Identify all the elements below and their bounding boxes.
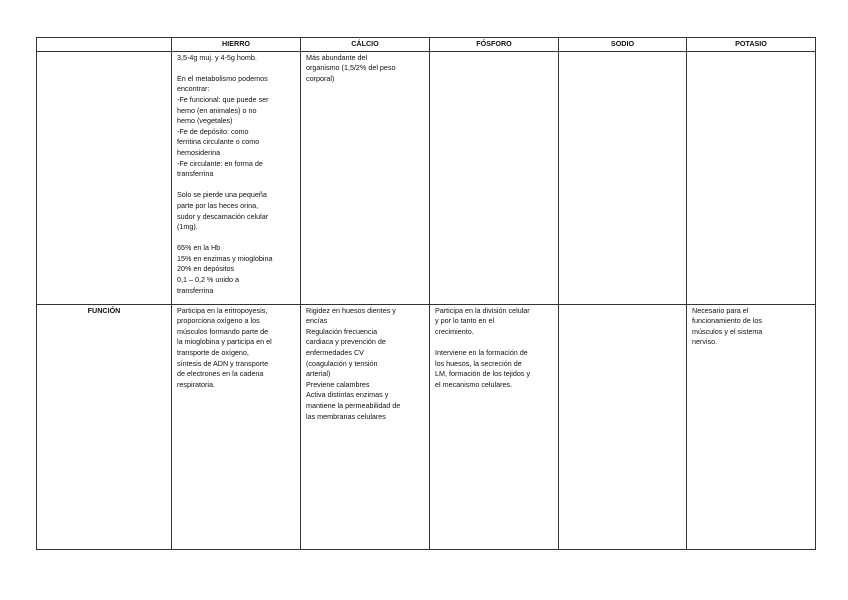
cell-line: En el metabolismo podemos xyxy=(177,73,268,83)
cell-line: síntesis de ADN y transporte xyxy=(177,358,269,368)
cell-line: Regulación frecuencia xyxy=(306,326,378,336)
cell-fosforo xyxy=(430,304,559,549)
cell-calcio xyxy=(301,51,430,304)
cell-line: mantiene la permeabilidad de xyxy=(306,400,401,410)
cell-line xyxy=(177,233,295,244)
header-hierro: HIERRO xyxy=(172,38,301,52)
cell-line: Participa en la división celular xyxy=(435,305,530,315)
header-row xyxy=(37,38,816,52)
cell-line: crecimiento. xyxy=(435,326,474,336)
cell-potasio xyxy=(687,51,816,304)
row-label-funcion: FUNCIÓN xyxy=(37,304,172,549)
cell-line: parte por las heces orina, xyxy=(177,200,259,210)
table-row xyxy=(37,304,816,549)
cell-line: (coagulación y tensión xyxy=(306,358,378,368)
header-potasio: POTASIO xyxy=(687,38,816,52)
minerals-table xyxy=(36,37,816,550)
cell-line: encontrar: xyxy=(177,84,210,94)
cell-line: arterial) xyxy=(306,369,331,379)
cell-hierro xyxy=(172,51,301,304)
cell-line: 65% en la Hb xyxy=(177,243,221,253)
cell-line: 15% en enzimas y mioglobina xyxy=(177,253,273,263)
cell-line: hemosiderina xyxy=(177,147,221,157)
cell-line: Participa en la eritropoyesis, xyxy=(177,305,268,315)
cell-line: 20% en depósitos xyxy=(177,264,235,274)
cell-line: corporal) xyxy=(306,73,335,83)
cell-line: proporciona oxígeno a los xyxy=(177,316,260,326)
cell-line: organismo (1,5/2% del peso xyxy=(306,63,396,73)
cell-line: LM, formación de los tejidos y xyxy=(435,369,531,379)
cell-line: Rigidez en huesos dientes y xyxy=(306,305,396,315)
cell-line: enfermedades CV xyxy=(306,347,364,357)
cell-line: músculos formando parte de xyxy=(177,326,269,336)
header-empty xyxy=(37,38,172,52)
header-sodio: SODIO xyxy=(559,38,687,52)
cell-line: nerviso. xyxy=(692,337,718,347)
cell-line: las membranas celulares xyxy=(306,411,386,421)
cell-line: -Fe circulante: en forma de xyxy=(177,158,263,168)
cell-sodio xyxy=(559,51,687,304)
cell-line: Más abundante del xyxy=(306,52,368,62)
cell-line: Previene calambres xyxy=(306,379,370,389)
cell-line: cardiaca y prevención de xyxy=(306,337,386,347)
cell-line: músculos y el sistema xyxy=(692,326,763,336)
cell-line xyxy=(435,337,553,348)
cell-line: el mecanismo celulares. xyxy=(435,379,513,389)
cell-line: encías xyxy=(306,316,328,326)
cell-line: -Fe funcional: que puede ser xyxy=(177,94,269,104)
cell-line: 0,1 – 0,2 % unido a xyxy=(177,275,239,285)
cell-line: transferrina xyxy=(177,169,214,179)
cell-line xyxy=(177,63,295,74)
cell-line: Solo se pierde una pequeña xyxy=(177,190,267,200)
header-fosforo: FÓSFORO xyxy=(430,38,559,52)
header-calcio: CÁLCIO xyxy=(301,38,430,52)
cell-line xyxy=(177,180,295,191)
cell-calcio xyxy=(301,304,430,549)
cell-fosforo xyxy=(430,51,559,304)
cell-line: los huesos, la secreción de xyxy=(435,358,522,368)
cell-hierro xyxy=(172,304,301,549)
cell-line: Interviene en la formación de xyxy=(435,347,528,357)
cell-line: 3,5-4g muj. y 4-5g homb. xyxy=(177,52,257,62)
cell-line: Necesario para el xyxy=(692,305,749,315)
cell-potasio xyxy=(687,304,816,549)
table-row xyxy=(37,51,816,304)
cell-line: sudor y descamación celular xyxy=(177,211,269,221)
cell-line: de electrones en la cadena xyxy=(177,369,264,379)
cell-line: y por lo tanto en el xyxy=(435,316,495,326)
cell-line: Activa distintas enzimas y xyxy=(306,390,389,400)
cell-line: respiratoria. xyxy=(177,379,215,389)
row-label xyxy=(37,51,172,304)
cell-line: la mioglobina y participa en el xyxy=(177,337,272,347)
cell-line: transporte de oxígeno, xyxy=(177,347,249,357)
cell-line: (1mg). xyxy=(177,222,198,232)
cell-line: hemo (en animales) o no xyxy=(177,105,257,115)
cell-sodio xyxy=(559,304,687,549)
cell-line: funcionamiento de los xyxy=(692,316,762,326)
cell-line: ferritina circulante o como xyxy=(177,137,260,147)
cell-line: transferrina xyxy=(177,285,214,295)
cell-line: hemo (vegetales) xyxy=(177,116,233,126)
cell-line: -Fe de depósito: como xyxy=(177,126,249,136)
